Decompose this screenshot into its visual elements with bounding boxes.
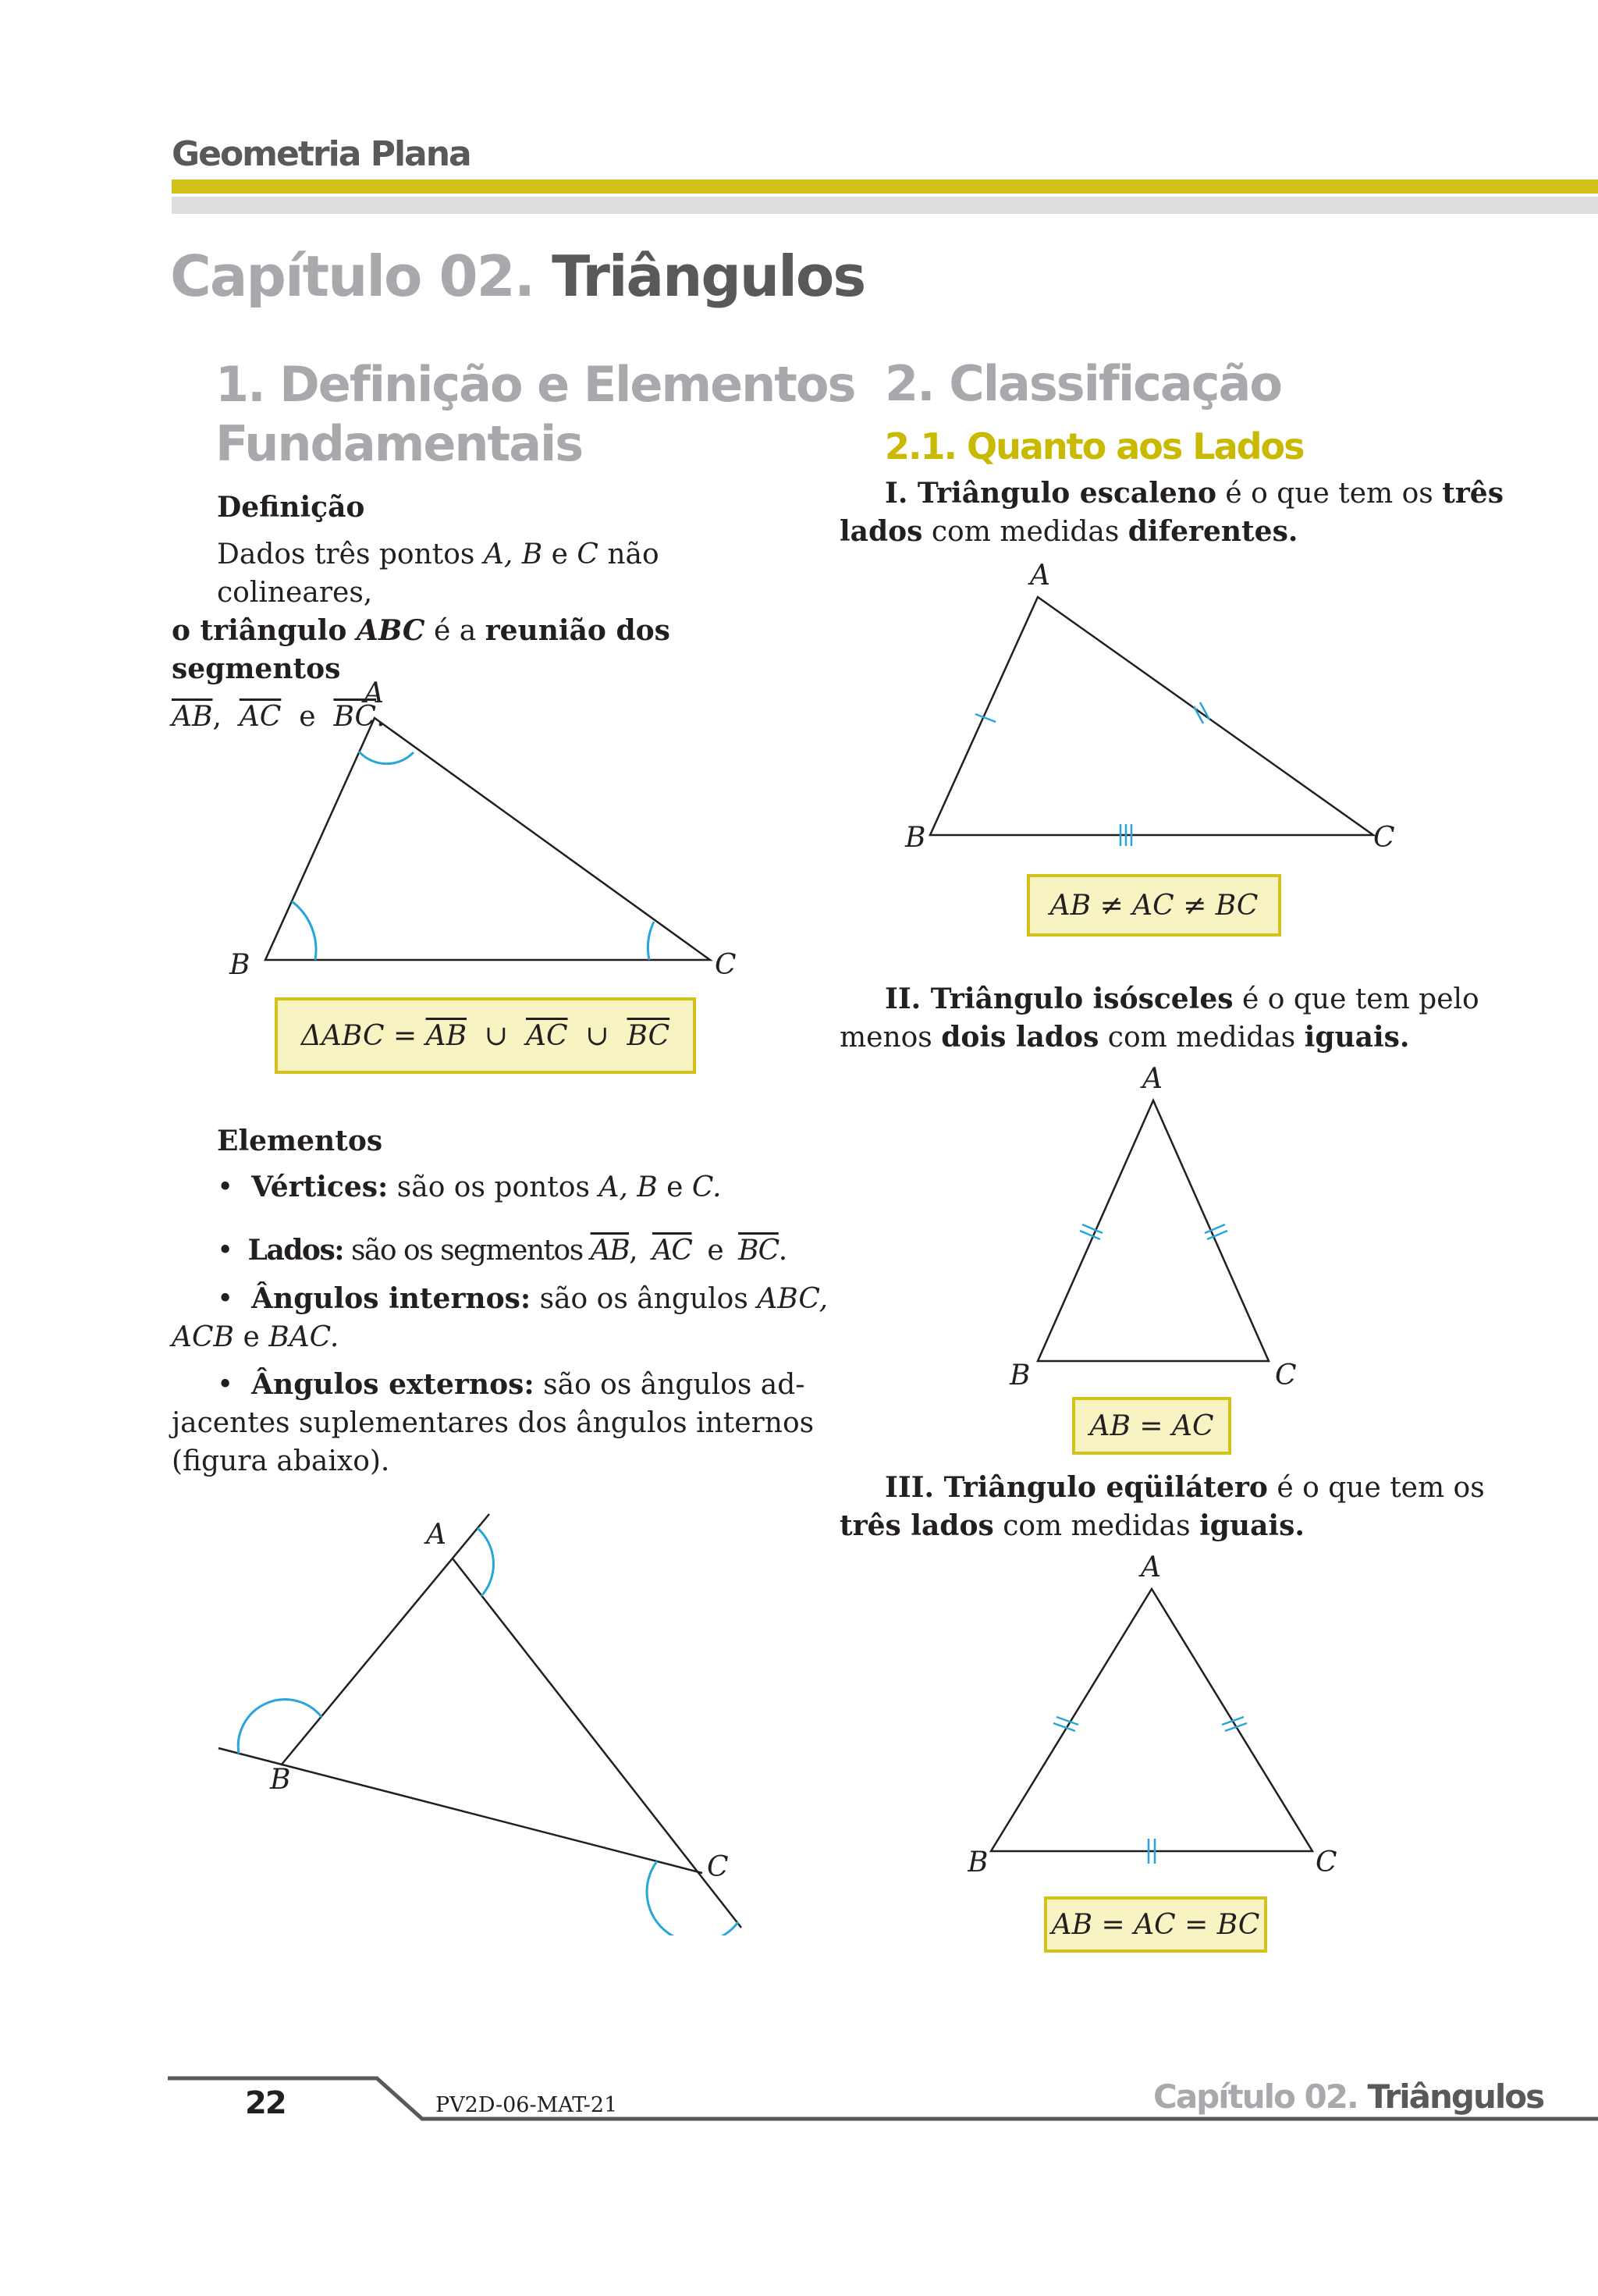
- segment-ab: $\overline{AB}$: [172, 701, 213, 733]
- bullet-vertices: • Vértices: são os pontos A, B e C.: [217, 1171, 722, 1203]
- section-2-heading: 2. Classificação: [885, 355, 1281, 412]
- tick-ac-1: [1225, 1723, 1247, 1731]
- vertex-label-a: A: [1142, 1066, 1163, 1095]
- tick-ab-2: [1082, 1224, 1103, 1233]
- angle-b-arc: [292, 901, 316, 960]
- segment-ac: $\overline{AC}$: [239, 701, 282, 733]
- equilateral-triangle: [991, 1589, 1312, 1851]
- elementos-label: Elementos: [217, 1125, 383, 1157]
- vertex-label-b: B: [1010, 1359, 1031, 1391]
- external-angle-a-arc: [478, 1528, 493, 1596]
- definition-paragraph: Dados três pontos A, B e C não colineares, o triângulo ABC é a reunião dos segmentos $\overline{AB}$, $\overline{AC}$ e $\overline{BC}$.: [172, 538, 670, 733]
- tick-ac-1: [1194, 706, 1203, 723]
- chapter-name: Triângulos: [552, 243, 865, 309]
- section-1-heading: 1. Definição e Elementos Fundamentais: [215, 356, 855, 472]
- tick-ac-2: [1200, 702, 1209, 720]
- bullet-angulos-externos: • Ângulos externos: são os ângulos ad- jacentes suplementares dos ângulos internos (figura abaixo).: [172, 1368, 815, 1477]
- subsection-2-1-heading: 2.1. Quanto aos Lados: [885, 425, 1304, 467]
- scalene-triangle-figure: [897, 558, 1412, 855]
- angle-a-arc: [359, 752, 414, 764]
- line-ab-extended: [281, 1514, 489, 1765]
- scalene-triangle: [930, 597, 1373, 835]
- line-bc-extended: [218, 1748, 702, 1873]
- chapter-title: [170, 243, 865, 309]
- tick-ac-2: [1222, 1717, 1244, 1725]
- vertex-label-a: A: [1141, 1553, 1161, 1583]
- equilateral-paragraph: III. Triângulo eqüilátero é o que tem os três lados com medidas iguais.: [840, 1471, 1485, 1542]
- bullet-angulos-internos: • Ângulos internos: são os ângulos ABC, ACB e BAC.: [172, 1282, 829, 1353]
- vertex-label-c: C: [715, 949, 737, 981]
- vertex-label-a: A: [364, 679, 384, 709]
- vertex-label-a: A: [426, 1519, 446, 1551]
- section-header: Geometria Plana: [172, 134, 471, 174]
- angle-c-arc: [648, 922, 654, 960]
- equilateral-triangle-figure: [968, 1553, 1358, 1881]
- isosceles-paragraph: II. Triângulo isósceles é o que tem pelo menos dois lados com medidas iguais.: [840, 983, 1479, 1054]
- external-angle-b-arc: [238, 1700, 321, 1754]
- segment-bc: $\overline{BC}$: [333, 701, 377, 733]
- vertex-label-c: C: [1373, 822, 1395, 854]
- chapter-number: Capítulo 02.: [170, 243, 534, 309]
- scalene-formula-box: AB ≠ AC ≠ BC: [1027, 874, 1281, 937]
- vertex-label-c: C: [1275, 1359, 1297, 1391]
- isosceles-triangle: [1038, 1100, 1269, 1361]
- bullet-lados: • Lados: são os segmentos $\overline{AB}$, $\overline{AC}$ e $\overline{BC}$.: [217, 1234, 787, 1267]
- isosceles-triangle-figure: [999, 1066, 1326, 1394]
- vertex-label-b: B: [905, 822, 926, 854]
- isosceles-formula-box: AB = AC: [1072, 1397, 1231, 1455]
- triangle-abc-figure: [218, 679, 749, 991]
- external-angles-figure: [211, 1498, 772, 1935]
- line-ac-extended: [453, 1559, 741, 1928]
- page-number: 22: [245, 2085, 286, 2121]
- header-gray-bar: [172, 197, 1598, 214]
- equilateral-formula-box: AB = AC = BC: [1044, 1896, 1267, 1953]
- formula-box: ΔABC = $\overline{AB}$ ∪ $\overline{AC}$ ∪ $\overline{BC}$: [275, 997, 696, 1074]
- vertex-label-b: B: [270, 1764, 291, 1796]
- tick-ab-2: [1056, 1717, 1078, 1725]
- vertex-label-b: B: [229, 949, 250, 981]
- definicao-label: Definição: [217, 491, 365, 524]
- escaleno-paragraph: I. Triângulo escaleno é o que tem os três lados com medidas diferentes.: [840, 477, 1504, 548]
- vertex-label-b: B: [968, 1846, 989, 1878]
- tick-ac-1: [1207, 1231, 1227, 1239]
- triangle-abc: [265, 718, 710, 960]
- footer-chapter: Capítulo 02. Triângulos: [1153, 2077, 1544, 2116]
- footer-code: PV2D-06-MAT-21: [435, 2093, 618, 2117]
- header-yellow-bar: [172, 179, 1598, 194]
- tick-ab-1: [1080, 1231, 1100, 1239]
- vertex-label-c: C: [1316, 1846, 1337, 1878]
- vertex-label-a: A: [1030, 560, 1050, 592]
- tick-ab: [975, 714, 996, 722]
- vertex-label-c: C: [707, 1851, 729, 1883]
